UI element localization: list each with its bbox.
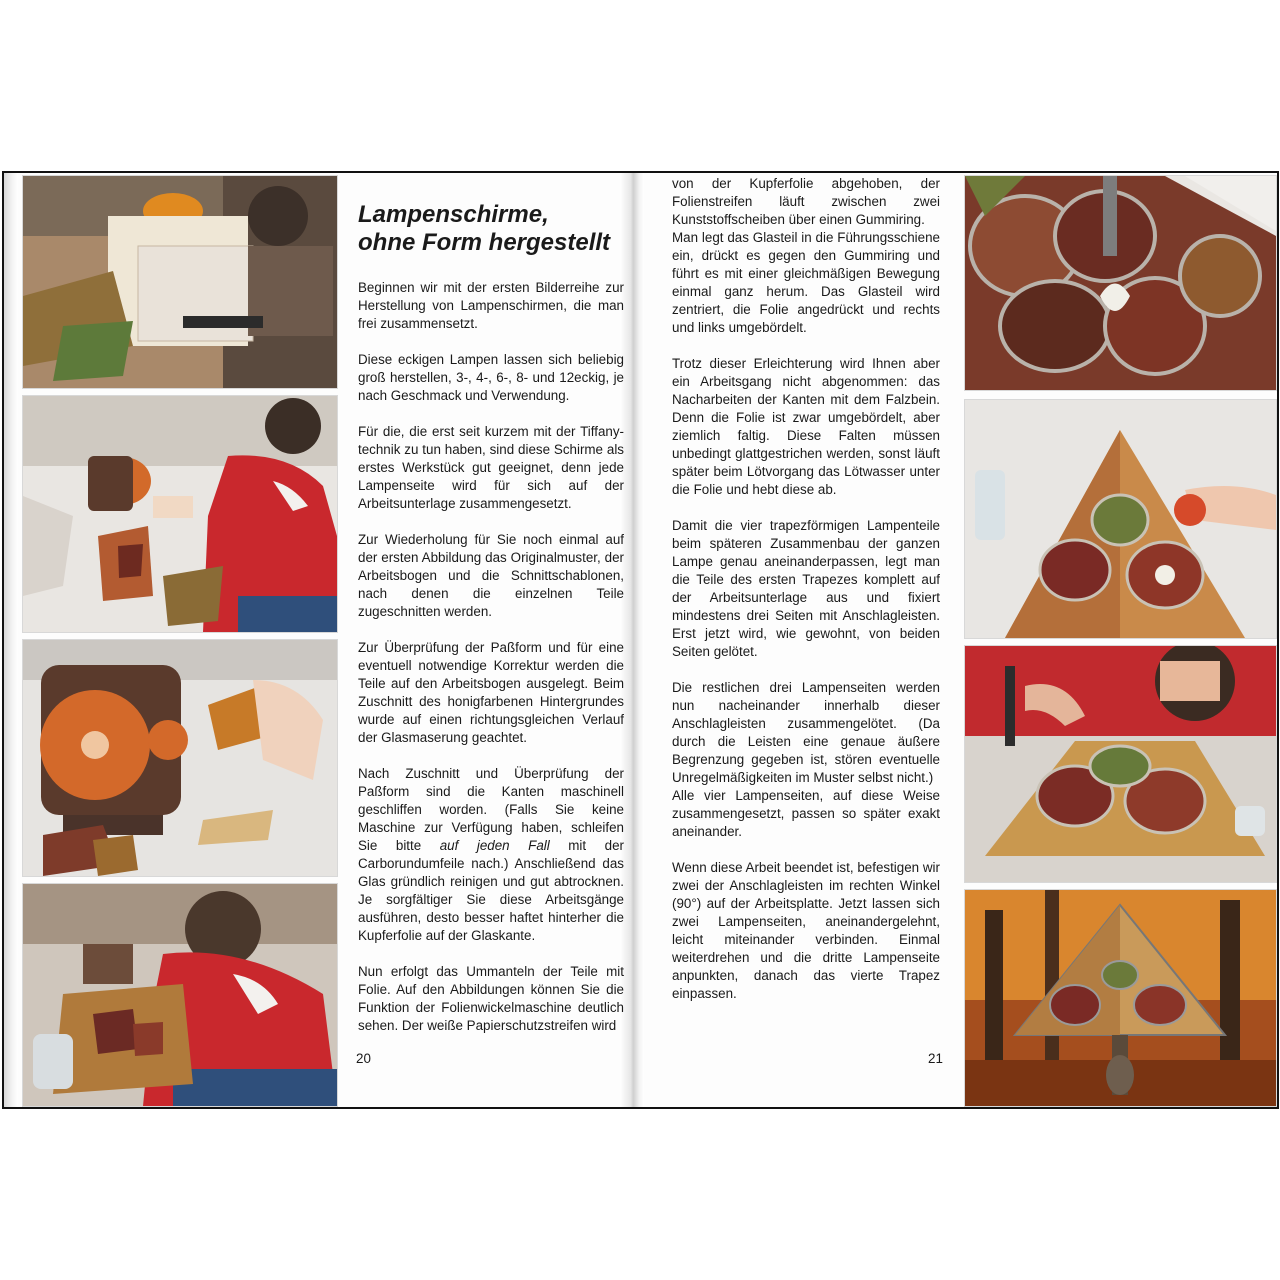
photo-foiling-machine-setup bbox=[22, 395, 338, 633]
page-title bbox=[358, 201, 628, 257]
paragraph: Man legt das Glasteil in die Führungsschiene ein, drückt es gegen den Gummiring und führt es mit einer gleichmäßigen Bewegung einmal ganz herum. Das Glasteil wird zentriert, die Folie angedrückt und rechts und links umgebördelt. bbox=[672, 230, 940, 335]
paragraph: Trotz dieser Erleichterung wird Ihnen aber ein Arbeitsgang nicht abgenommen: das Nacharbeiten der Kanten mit dem Falzbein. Denn die Folie ist zwar umgebördelt, aber ziemlich faltig. Diese Falten müssen unbedingt glattgestrichen werden, sonst läuft später beim Lötvorgang das Lötwasser unter die Folie und hebt diese ab. bbox=[672, 356, 940, 497]
book-spread bbox=[2, 171, 1279, 1109]
left-text-column bbox=[358, 279, 624, 1035]
photo-foiling-machine-closeup bbox=[22, 639, 338, 877]
photo-lamp-panel-taping bbox=[964, 399, 1277, 639]
paragraph: von der Kupferfolie abgehoben, der Folienstreifen läuft zwischen zwei Kunststoffscheiben über einen Gummiring. bbox=[672, 176, 940, 227]
emphasis-text: Fall bbox=[528, 838, 550, 853]
book-edge bbox=[4, 173, 18, 1107]
paragraph: Nun erfolgt das Ummanteln der Teile mit Folie. Auf den Abbildungen können Sie die Funktion der Folienwickelmaschine deutlich sehen. Der weiße Papierschutzstreifen wird bbox=[358, 964, 624, 1033]
paragraph-text: Nach Zuschnitt und Überprüfung der Paßform sind die Kanten maschinell geschliffen worden. (Falls Sie keine Maschine zur Verfügung haben, schleifen Sie bitte bbox=[358, 766, 624, 853]
page-number: 20 bbox=[356, 1051, 371, 1066]
page-number: 21 bbox=[928, 1051, 943, 1066]
title-line-1: Lampenschirme, bbox=[358, 201, 549, 228]
paragraph: Alle vier Lampenseiten, auf diese Weise zusammengesetzt, passen so später exakt aneinander. bbox=[672, 788, 940, 839]
paragraph: Die restlichen drei Lampenseiten werden nun nacheinander innerhalb dieser Anschlagleisten zusammengelötet. (Da durch die Leisten eine genaue äußere Begrenzung gegeben ist, stören eventuelle Unregelmäßigkeiten im Muster selbst nicht.) bbox=[672, 680, 940, 785]
paragraph: Für die, die erst seit kurzem mit der Tiffany-technik zu tun haben, sind diese Schirme als erstes Werkstück gut geeignet, denn jede Lampenseite wird für sich auf der Arbeitsunterlage zusammengesetzt. bbox=[358, 424, 624, 511]
paragraph: Wenn diese Arbeit beendet ist, befestigen wir zwei der Anschlagleisten im rechten Winkel (90°) auf der Arbeitsplatte. Jetzt lassen sich zwei Lampenseiten, aneinandergelehnt, leicht miteinander verbinden. Einmal weiterdrehen und die dritte Lampenseite anpunkten, danach das vierte Trapez einpassen. bbox=[672, 860, 940, 1001]
emphasis-text: auf jeden bbox=[439, 838, 510, 853]
paragraph: Zur Wiederholung für Sie noch einmal auf der ersten Abbildung das Originalmuster, der Arbeitsbogen und die Schnittschablonen, nach denen die einzelnen Teile zugeschnitten werden. bbox=[358, 532, 624, 619]
paragraph: Zur Überprüfung der Paßform und für eine eventuell notwendige Korrektur werden die Teile auf den Arbeitsbogen ausgelegt. Beim Zuschnitt des honigfarbenen Hintergrundes wurde auf einen richtungsgleichen Verlauf der Glasmaserung geachtet. bbox=[358, 640, 624, 745]
paragraph: Diese eckigen Lampen lassen sich beliebig groß herstellen, 3-, 4-, 6-, 8- und 12eckig, je nach Geschmack und Verwendung. bbox=[358, 352, 624, 403]
photo-soldering-work bbox=[22, 883, 338, 1107]
paragraph-text: mit der Carborundumfeile nach.) Anschließend das Glas gründlich reinigen und gut abtrocknen. Je sorgfältiger Sie diese Arbeitsgänge ausführen, desto besser haftet hinterher die Kupferfolie auf der Glaskante. bbox=[358, 838, 624, 943]
right-text-column bbox=[672, 175, 940, 1003]
photo-finished-lamp-autumn bbox=[964, 889, 1277, 1107]
photo-lamp-soldering bbox=[964, 645, 1277, 883]
paragraph: Damit die vier trapezförmigen Lampenteile beim späteren Zusammenbau der ganzen Lampe genau aneinanderpassen, legt man die Teile des ersten Trapezes komplett auf der Arbeitsunterlage aus und fixiert mindestens drei Seiten mit Anschlagleisten. Erst jetzt wird, wie gewohnt, von beiden Seiten gelötet. bbox=[672, 518, 940, 659]
paragraph bbox=[358, 765, 624, 945]
paragraph: Beginnen wir mit der ersten Bilderreihe zur Herstellung von Lampenschirmen, die man frei zusammensetzt. bbox=[358, 280, 624, 331]
photo-workbench-cutting bbox=[22, 175, 338, 389]
photo-stained-glass-closeup bbox=[964, 175, 1277, 391]
title-line-2: ohne Form hergestellt bbox=[358, 229, 611, 256]
